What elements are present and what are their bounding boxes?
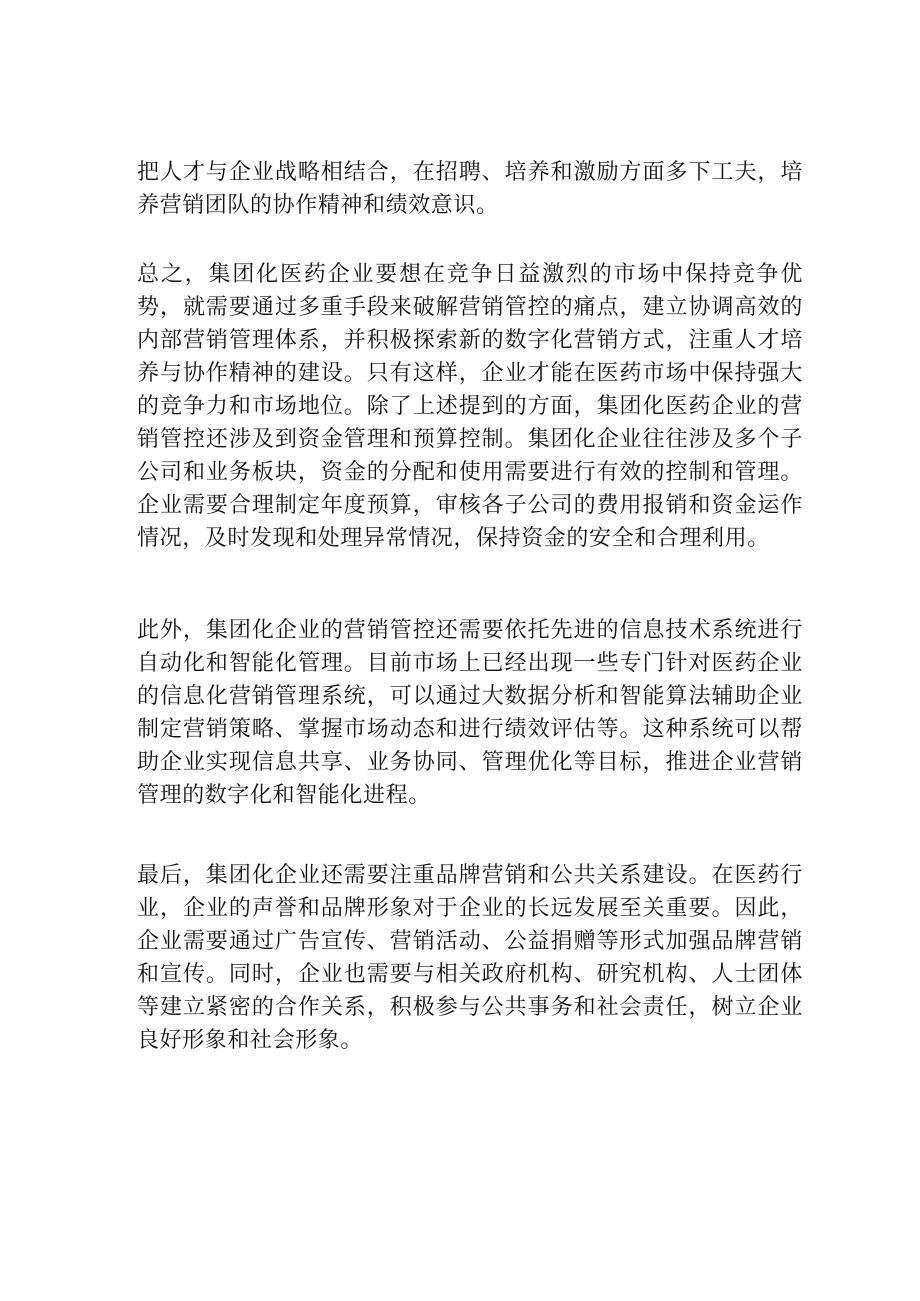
paragraph-talent-strategy: 把人才与企业战略相结合，在招聘、培养和激励方面多下工夫，培养营销团队的协作精神和绩效意识。 (137, 160, 803, 218)
paragraph-summary-and-budget: 总之，集团化医药企业要想在竞争日益激烈的市场中保持竞争优势，就需要通过多重手段来破解营销管控的痛点，建立协调高效的内部营销管理体系，并积极探索新的数字化营销方式，注重人才培养与协作精神的建设。只有这样，企业才能在医药市场中保持强大的竞争力和市场地位。除了上述提到的方面，集团化医药企业的营销管控还涉及到资金管理和预算控制。集团化企业往往涉及多个子公司和业务板块，资金的分配和使用需要进行有效的控制和管理。企业需要合理制定年度预算，审核各子公司的费用报销和资金运作情况，及时发现和处理异常情况，保持资金的安全和合理利用。 (137, 262, 803, 551)
paragraph-information-systems: 此外，集团化企业的营销管控还需要依托先进的信息技术系统进行自动化和智能化管理。目前市场上已经出现一些专门针对医药企业的信息化营销管理系统，可以通过大数据分析和智能算法辅助企业制定营销策略、掌握市场动态和进行绩效评估等。这种系统可以帮助企业实现信息共享、业务协同、管理优化等目标，推进企业营销管理的数字化和智能化进程。 (137, 618, 803, 808)
paragraph-brand-and-pr: 最后，集团化企业还需要注重品牌营销和公共关系建设。在医药行业，企业的声誉和品牌形象对于企业的长远发展至关重要。因此，企业需要通过广告宣传、营销活动、公益捐赠等形式加强品牌营销和宣传。同时，企业也需要与相关政府机构、研究机构、人士团体等建立紧密的合作关系，积极参与公共事务和社会责任，树立企业良好形象和社会形象。 (137, 863, 803, 1053)
